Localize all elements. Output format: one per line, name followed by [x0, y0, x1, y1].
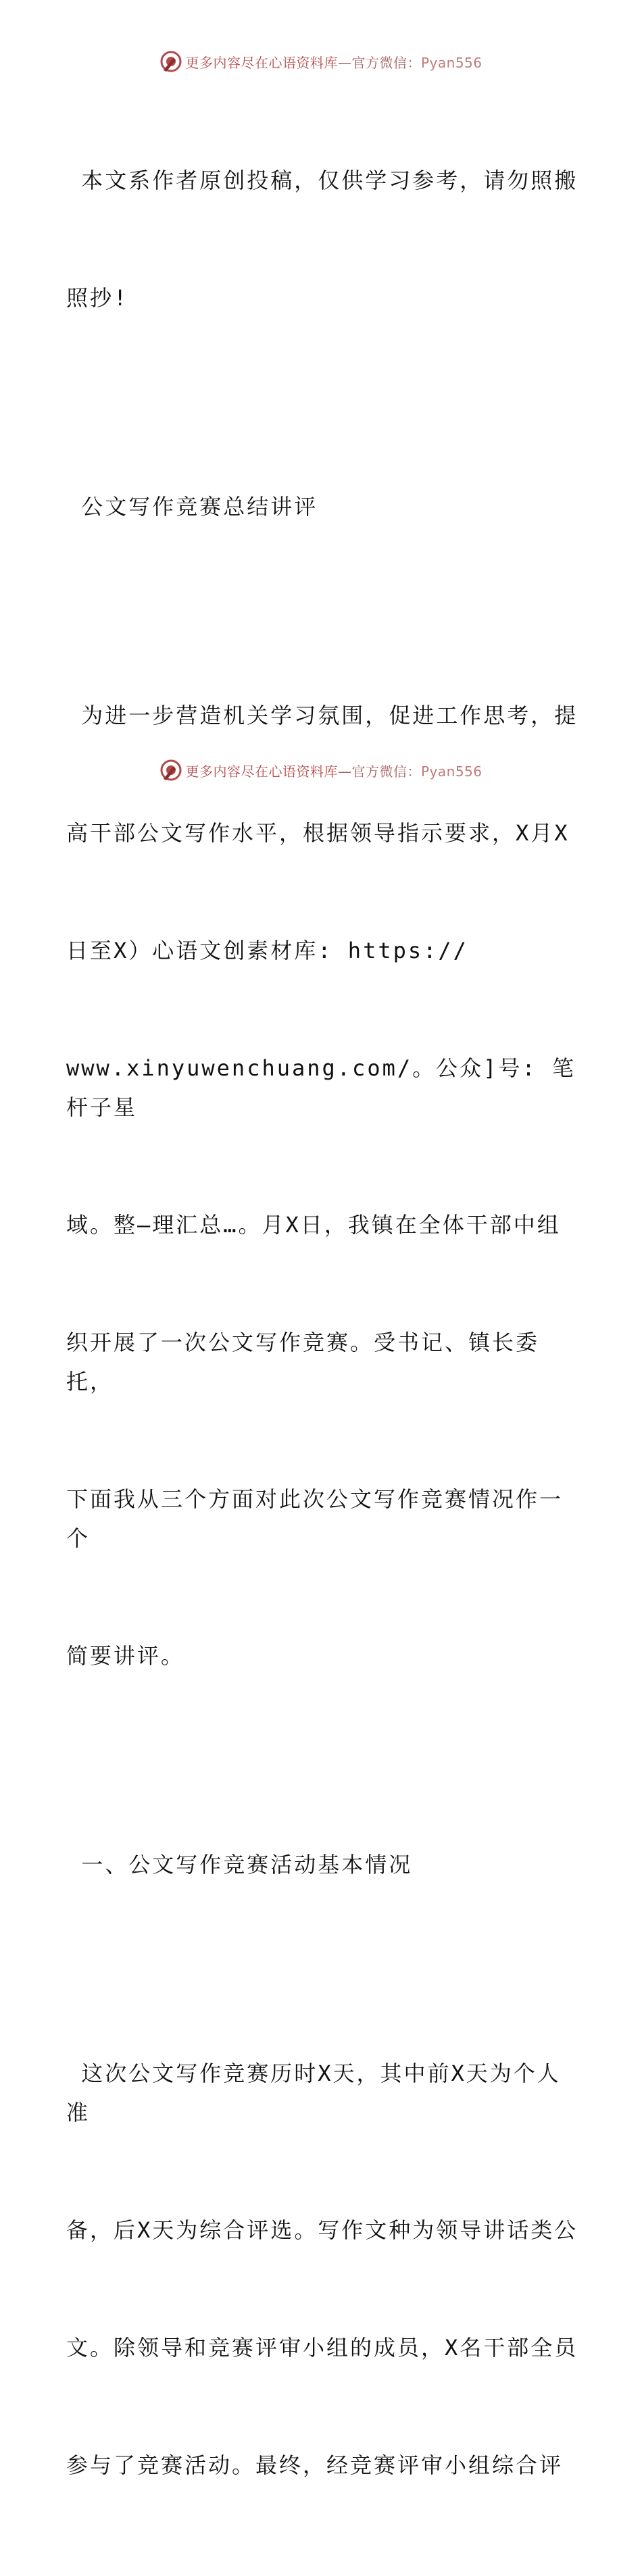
pen-logo-icon	[159, 759, 182, 782]
section-heading-1: 一、公文写作竞赛活动基本情况	[66, 1852, 413, 1877]
pen-logo-icon	[159, 50, 182, 73]
document-body	[66, 82, 580, 2576]
document-title: 公文写作竞赛总结讲评	[66, 494, 318, 520]
header-banner	[0, 47, 642, 76]
banner-text: 更多内容尽在心语资料库—官方微信：Pyan556	[185, 54, 483, 71]
paragraph-intro: 为进一步营造机关学习氛围，促进工作思考，提 高干部公文写作水平，根据领导指示要求，X月X 日至X）心语文创素材库: https:// www.xinyuwenchuang.com/。公众]号: 笔杆子星 域。整—理汇总…。月X日，我镇在全体干部中组 织开展了一次公文写作竞赛。受书记、镇长委托， 下面我从三个方面对此次公文写作竞赛情况作一个 简要讲评。	[66, 703, 578, 1669]
paragraph-section-1: 这次公文写作竞赛历时X天，其中前X天为个人准 备，后X天为综合评选。写作文种为领导讲话类公 文。除领导和竞赛评审小组的成员，X名干部全员 参与了竞赛活动。最终，经竞赛评审小组综合评	[66, 2061, 578, 2478]
paragraph-notice: 本文系作者原创投稿，仅供学习参考，请勿照搬 照抄!	[66, 168, 578, 311]
footer-banner	[0, 755, 642, 785]
banner-text: 更多内容尽在心语资料库—官方微信：Pyan556	[185, 763, 483, 780]
